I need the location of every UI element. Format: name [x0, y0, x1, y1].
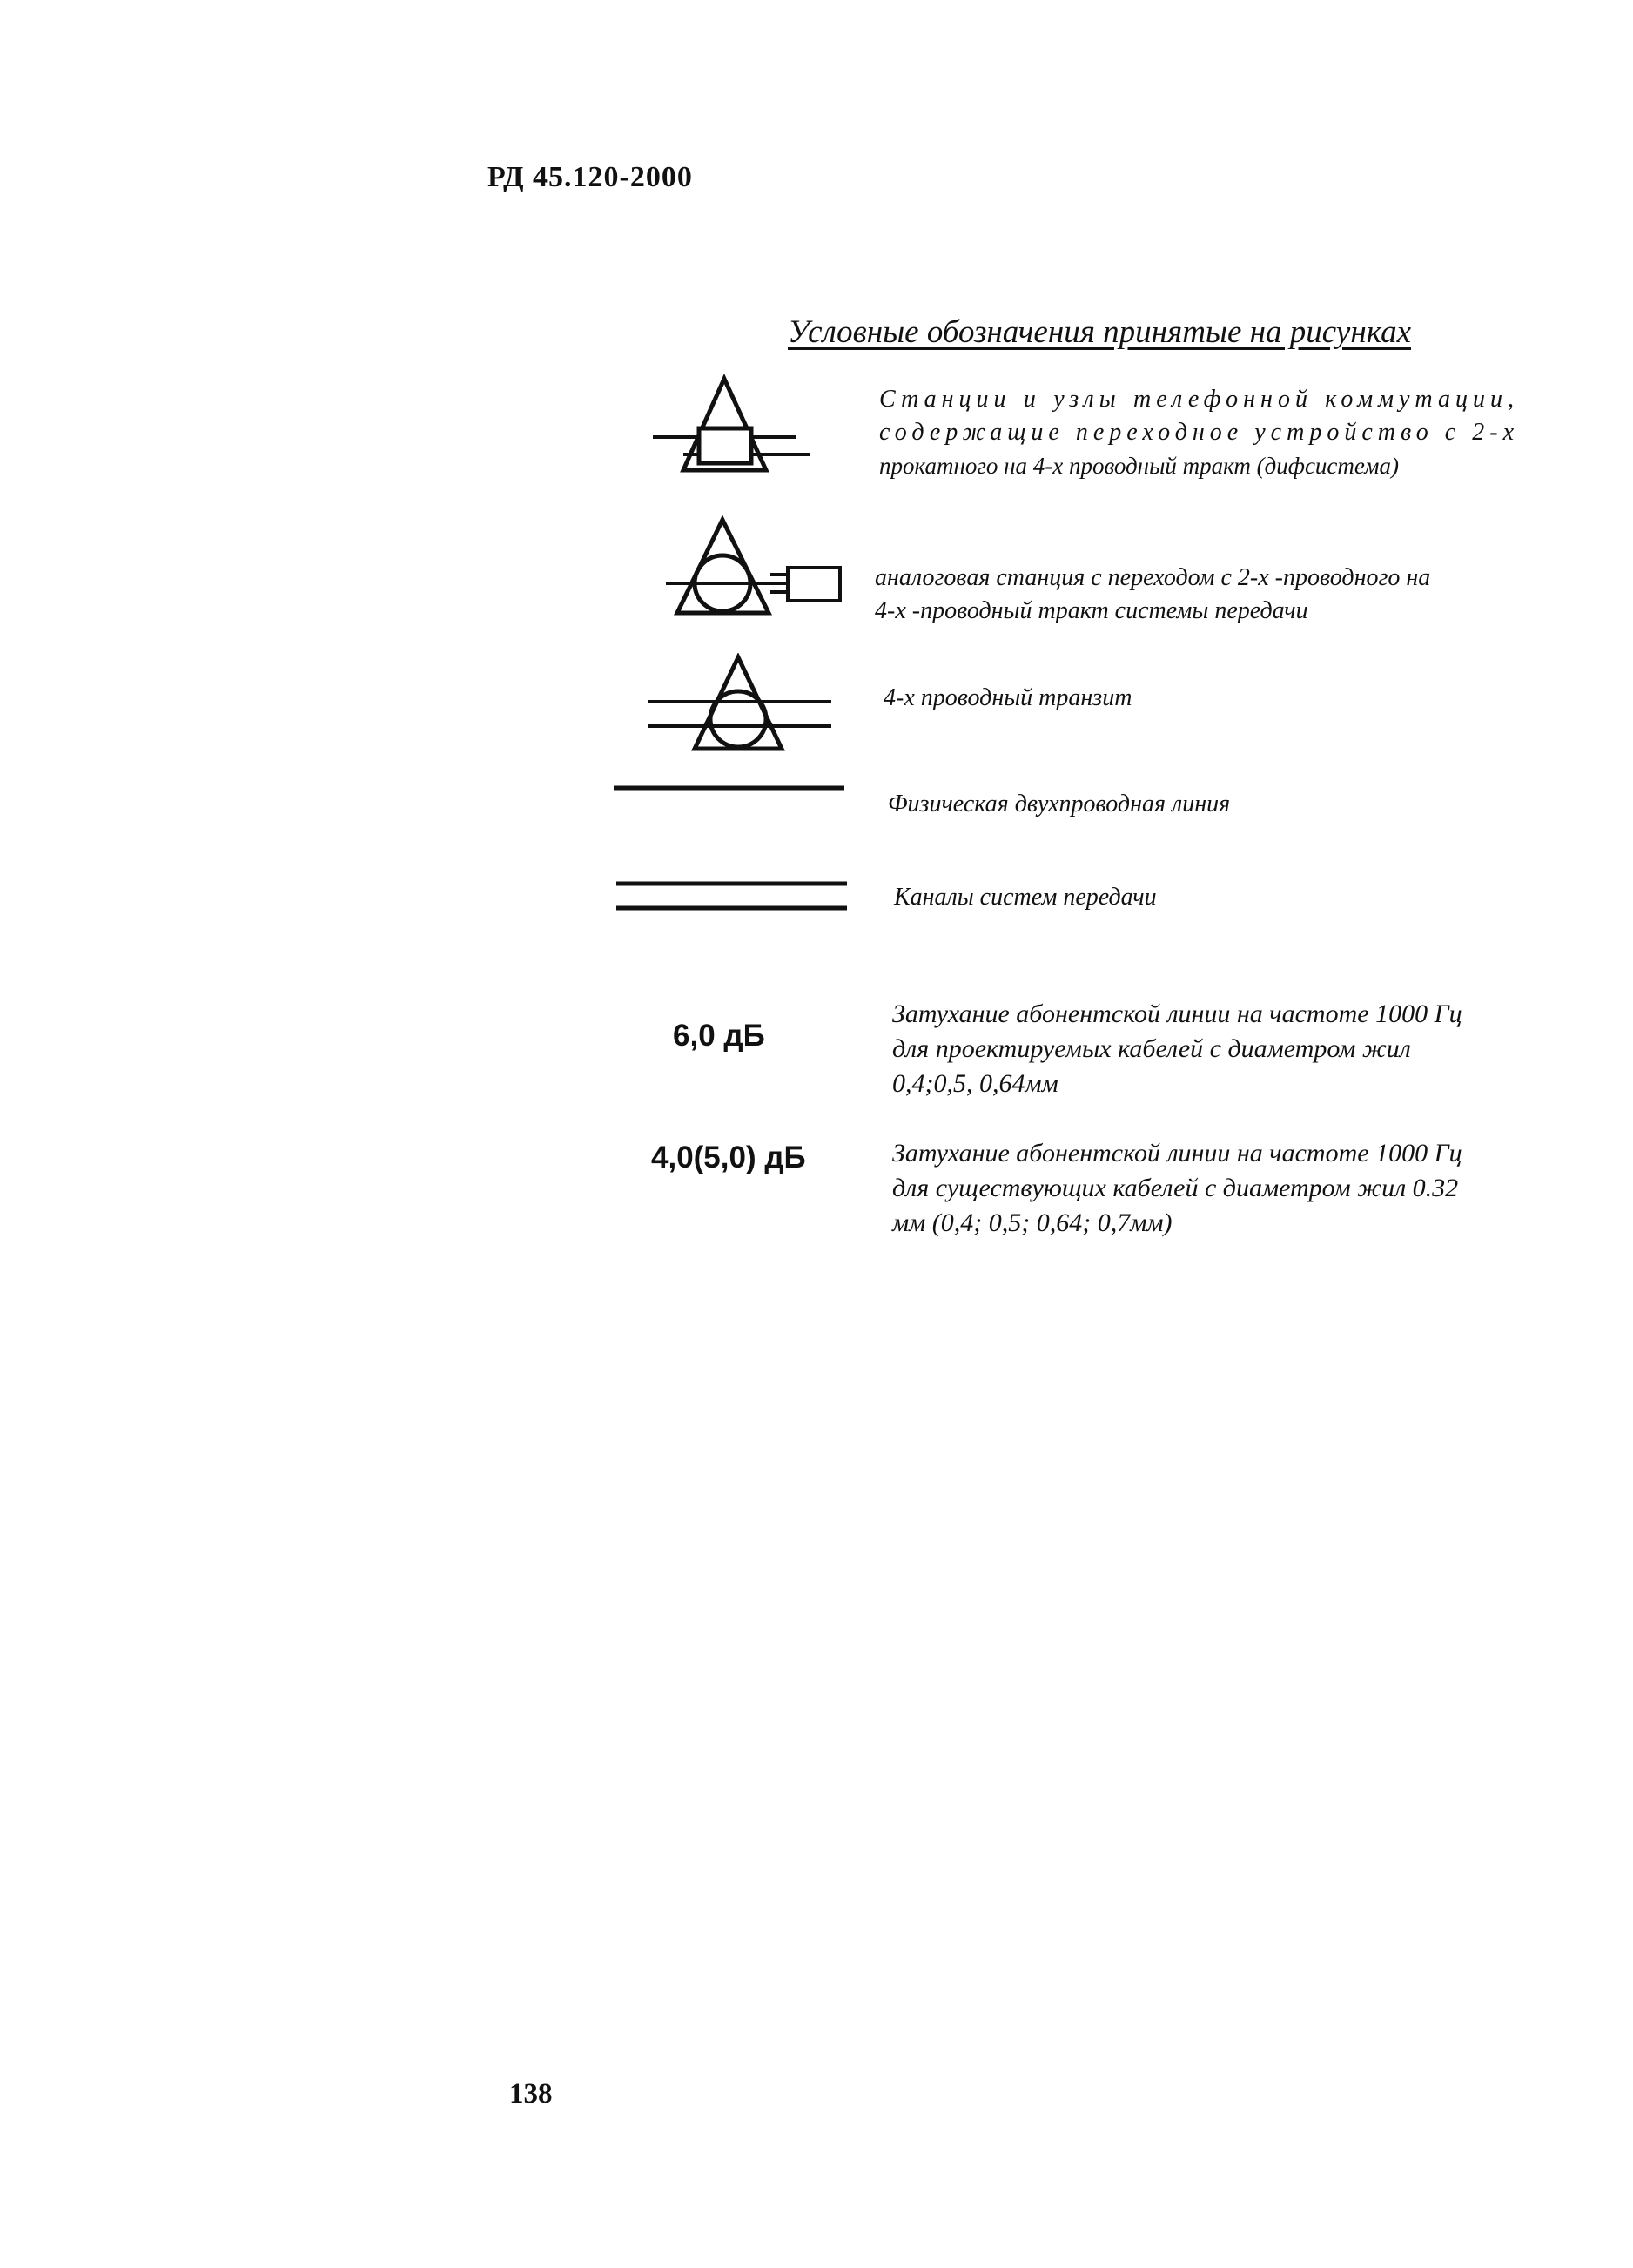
- page-number: 138: [509, 2078, 553, 2110]
- attenuation-value-1: 6,0 дБ: [673, 1019, 765, 1053]
- legend-item-5-text: [894, 881, 1503, 914]
- legend-item-2-line-1: аналоговая станция с переходом с 2-х -проводного на: [875, 564, 1431, 591]
- attenuation-desc-1-line-1: Затухание абонентской линии на частоте 1000 Гц: [892, 999, 1462, 1028]
- attenuation-desc-2-line-2: для существующих кабелей с диаметром жил 0.32: [892, 1174, 1459, 1202]
- document-code: РД 45.120-2000: [487, 161, 693, 193]
- double-line-icon: [616, 875, 851, 919]
- legend-item-3-text: [884, 682, 1493, 715]
- triangle-with-circle-and-box-icon: [662, 515, 849, 620]
- triangle-with-circle-transit-icon: [644, 653, 836, 753]
- legend-item-5-line-1: Каналы систем передачи: [894, 884, 1157, 911]
- legend-item-3-line-1: 4-х проводный транзит: [884, 684, 1132, 711]
- legend-item-1-line-1: Станции и узлы телефонной коммутации,: [879, 386, 1519, 413]
- attenuation-desc-2-line-3: мм (0,4; 0,5; 0,64; 0,7мм): [892, 1208, 1173, 1237]
- legend-item-4-line-1: Физическая двухпроводная линия: [888, 791, 1231, 818]
- legend-item-1-text: [879, 383, 1519, 482]
- single-line-icon: [614, 779, 849, 797]
- legend-title: Условные обозначения принятые на рисунках: [788, 314, 1412, 350]
- attenuation-desc-1-line-3: 0,4;0,5, 0,64мм: [892, 1069, 1058, 1098]
- legend-item-2-text: [875, 562, 1536, 628]
- attenuation-value-2: 4,0(5,0) дБ: [651, 1141, 806, 1174]
- attenuation-desc-2-line-1: Затухание абонентской линии на частоте 1000 Гц: [892, 1139, 1462, 1168]
- legend-item-1-line-2: содержащие переходное устройство с 2-х: [879, 419, 1519, 446]
- attenuation-desc-2: [892, 1136, 1554, 1241]
- attenuation-desc-1: [892, 997, 1554, 1101]
- attenuation-desc-1-line-2: для проектируемых кабелей с диаметром жил: [892, 1034, 1411, 1063]
- triangle-with-rectangle-icon: [648, 374, 814, 474]
- legend-item-2-line-2: 4-х -проводный тракт системы передачи: [875, 597, 1308, 624]
- legend-item-1-line-3: прокатного на 4-х проводный тракт (дифсистема): [879, 453, 1399, 479]
- legend-item-4-text: [888, 788, 1497, 821]
